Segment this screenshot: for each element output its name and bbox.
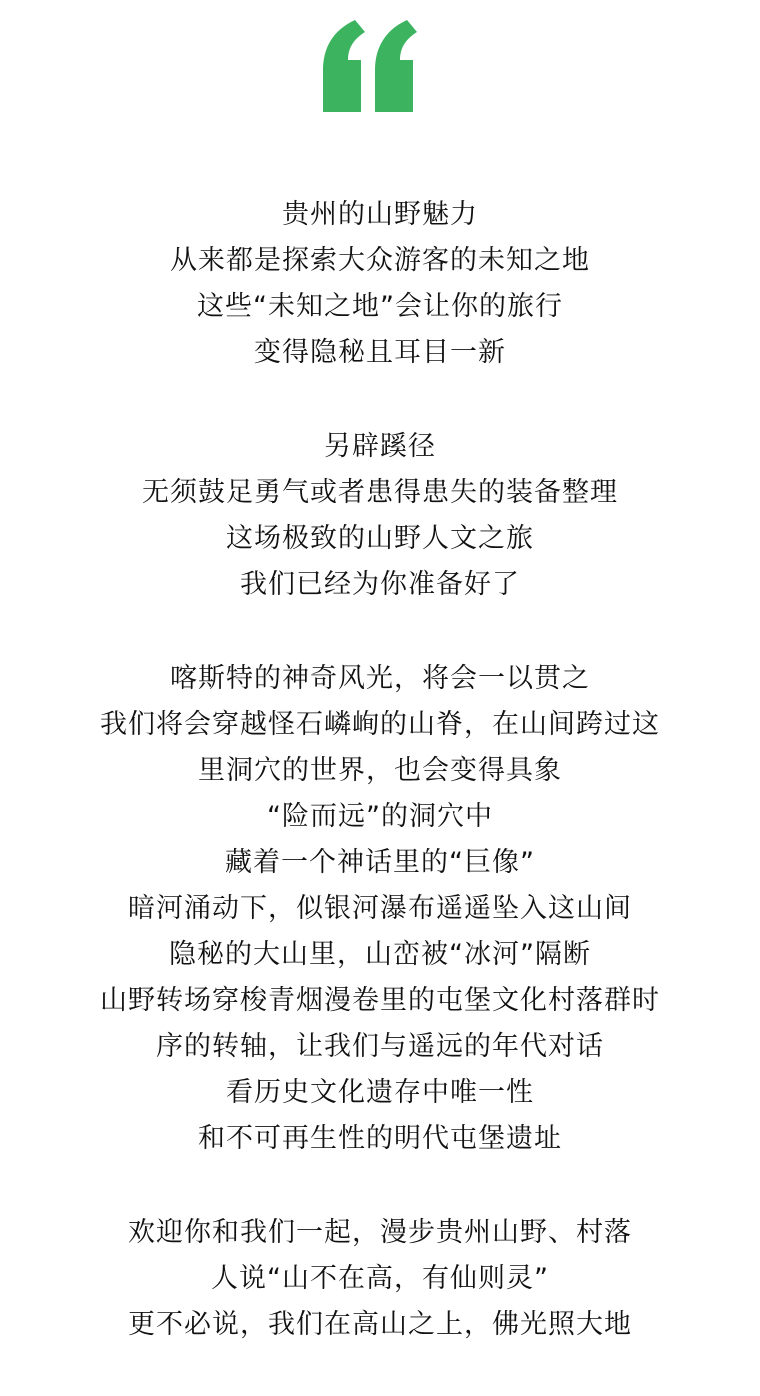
poem-line: 喀斯特的神奇风光，将会一以贯之 [170, 663, 590, 694]
poem-line: 和不可再生性的明代屯堡遗址 [198, 1123, 562, 1154]
poem-line: 另辟蹊径 [324, 431, 436, 462]
poem-line: 看历史文化遗存中唯一性 [226, 1077, 534, 1108]
poem-line: 暗河涌动下，似银河瀑布遥遥坠入这山间 [128, 893, 632, 924]
stanza [0, 192, 760, 376]
poem-line: 这些“未知之地”会让你的旅行 [197, 291, 563, 322]
poem-line: 里洞穴的世界，也会变得具象 [198, 755, 562, 786]
poem-line: 从来都是探索大众游客的未知之地 [170, 245, 590, 276]
poem-line: 贵州的山野魅力 [282, 199, 478, 230]
poem-line: 无须鼓足勇气或者患得患失的装备整理 [142, 477, 618, 508]
poem-line: 藏着一个神话里的“巨像” [225, 847, 535, 878]
double-quote-icon [319, 18, 419, 114]
poem-line: 欢迎你和我们一起，漫步贵州山野、村落 [128, 1217, 632, 1248]
poem-line: 序的转轴，让我们与遥远的年代对话 [156, 1031, 604, 1062]
poem-line: 这场极致的山野人文之旅 [226, 523, 534, 554]
poem-line: 隐秘的大山里，山峦被“冰河”隔断 [169, 939, 591, 970]
poem-line: 我们将会穿越怪石嶙峋的山脊，在山间跨过这 [100, 709, 660, 740]
stanza [0, 656, 760, 1162]
poem-line: “险而远”的洞穴中 [267, 801, 493, 832]
poem-text [0, 192, 760, 1396]
poem-line: 人说“山不在高，有仙则灵” [211, 1263, 549, 1294]
stanza [0, 424, 760, 608]
poem-line: 我们已经为你准备好了 [240, 569, 520, 600]
poem-line: 变得隐秘且耳目一新 [254, 337, 506, 368]
poem-line: 山野转场穿梭青烟漫卷里的屯堡文化村落群时 [100, 985, 660, 1016]
poem-line: 更不必说，我们在高山之上，佛光照大地 [128, 1309, 632, 1340]
stanza [0, 1210, 760, 1348]
